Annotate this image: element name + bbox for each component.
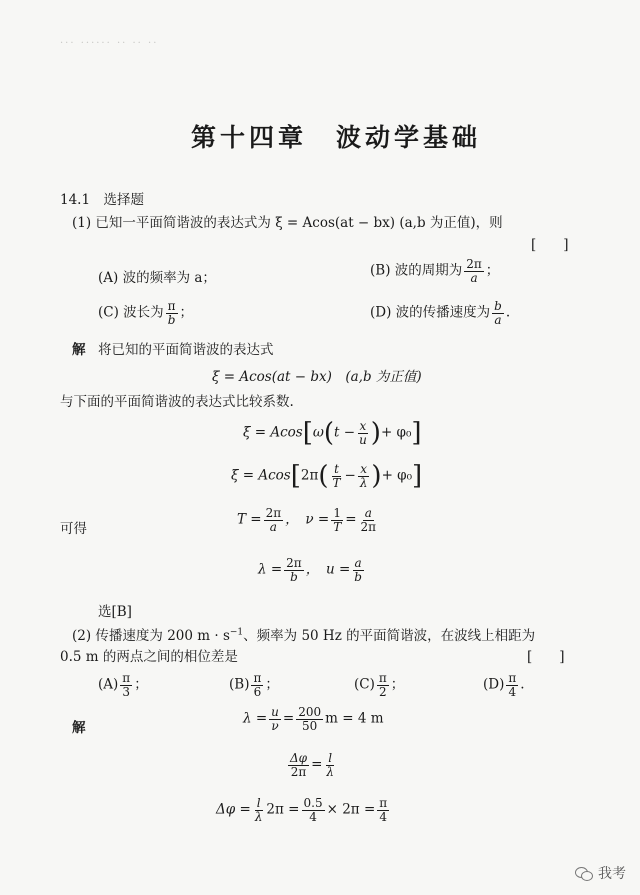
faint-header-marks: ··· ······ ·· ·· ·· <box>60 38 159 49</box>
q2-stem-line2: 0.5 m 的两点之间的相位差是 <box>60 649 238 665</box>
sol1-eq3: ξ = Acos[2π( $\frac{t}{T}$ − $\frac{x}{\lambda}$ )+ φ₀] <box>231 461 423 492</box>
watermark <box>575 863 626 883</box>
q1-option-b: (B) 波的周期为 $\frac{2\pi}{a}$ ； <box>370 257 500 285</box>
sol2-eq-lambda: λ = $\frac{u}{\nu}$ = $\frac{200}{50}$ m = 4 m <box>243 705 384 733</box>
sol1-eq1: ξ = Acos(at − bx) (a,b 为正值) <box>212 369 422 385</box>
q2-option-c: (C) $\frac{\pi}{2}$ ； <box>354 671 405 699</box>
q1-option-a: (A) 波的频率为 a； <box>98 270 216 286</box>
sol2-eq-phase: Δφ = $\frac{l}{\lambda}$ 2π = $\frac{0.5}{4}$ × 2π = $\frac{\pi}{4}$ <box>216 796 388 824</box>
sol1-eq-lambda-u: λ = $\frac{2\pi}{b}$ ， u = $\frac{a}{b}$ <box>258 556 362 584</box>
q2-stem-line1: (2) 传播速度为 200 $m \cdot s^{-1}$、频率为 50 Hz 的平面简谐波，在波线上相距为 <box>72 627 536 644</box>
q1-option-c: (C) 波长为 $\frac{\pi}{b}$ ； <box>98 299 194 327</box>
chapter-title: 第十四章 波动学基础 <box>191 123 482 152</box>
q1-stem: (1) 已知一平面简谐波的表达式为 ξ = Acos(at − bx) (a,b 为正值)，则 <box>72 215 503 231</box>
q2-answer-bracket: [ ] <box>527 649 565 665</box>
q1-answer-bracket: [ ] <box>531 237 569 253</box>
sol2-label: 解 <box>72 720 86 736</box>
q2-option-a: (A) $\frac{\pi}{3}$ ； <box>98 671 148 699</box>
sol1-eq2: ξ = Acos[ω(t − $\frac{x}{u}$ )+ φ₀] <box>243 418 422 449</box>
q1-option-d: (D) 波的传播速度为 $\frac{b}{a}$ . <box>370 299 511 327</box>
section-heading: 14.1 选择题 <box>60 192 145 208</box>
watermark-text: 我考 <box>598 866 626 882</box>
q2-option-b: (B) $\frac{\pi}{6}$ ； <box>229 671 279 699</box>
sol1-label: 解 <box>72 342 86 358</box>
sol1-line2: 与下面的平面简谐波的表达式比较系数. <box>60 394 294 410</box>
q2-option-d: (D) $\frac{\pi}{4}$ . <box>483 671 525 699</box>
sol1-line1: 将已知的平面简谐波的表达式 <box>98 342 274 358</box>
chat-bubble-icon <box>575 866 593 881</box>
sol2-eq-ratio: $\frac{\Delta\varphi}{2\pi}$ = $\frac{l}{\lambda}$ <box>290 751 334 779</box>
sol1-eq-t-nu: T = $\frac{2\pi}{a}$ ， ν = $\frac{1}{T}$ = $\frac{a}{2\pi}$ <box>237 506 377 534</box>
sol1-kede: 可得 <box>60 521 87 537</box>
sol1-answer: 选[B] <box>98 604 132 620</box>
